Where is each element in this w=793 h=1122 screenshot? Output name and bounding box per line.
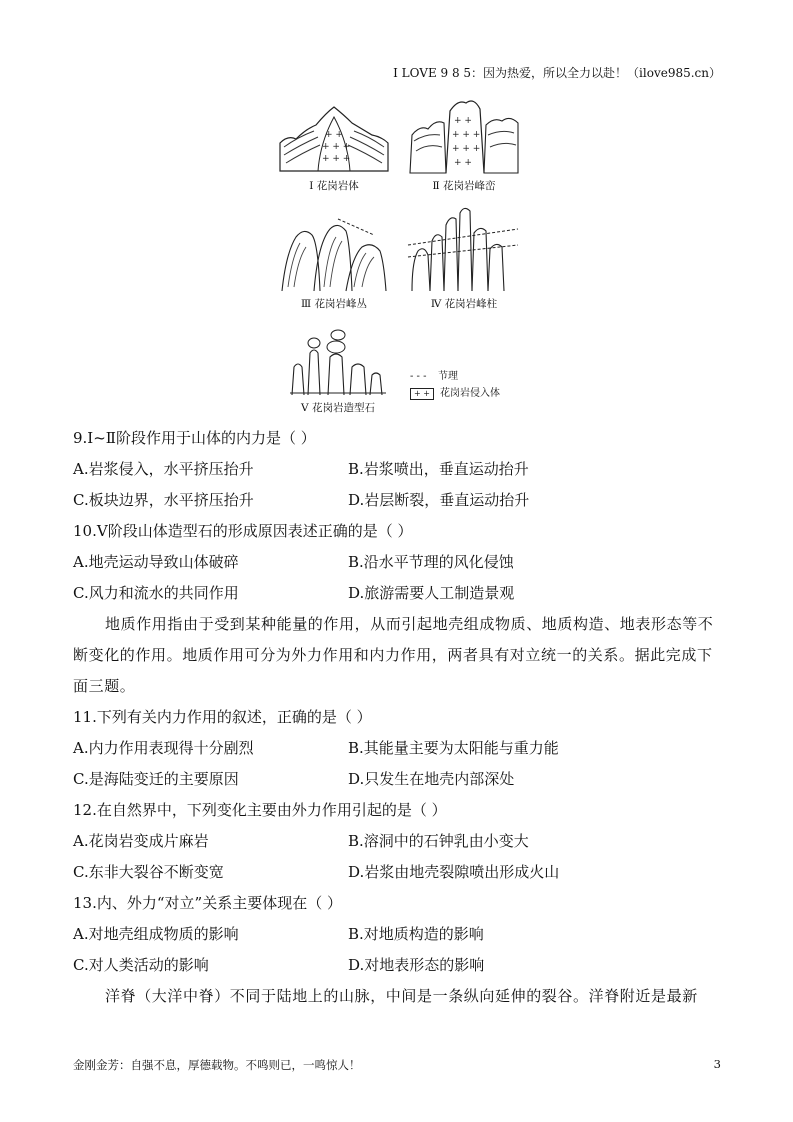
question-11-options-row-2 — [73, 764, 723, 795]
panel-3 — [278, 213, 390, 311]
question-11-stem: 11.下列有关内力作用的叙述，正确的是（ ） — [73, 708, 372, 726]
figure-legend — [410, 368, 500, 402]
option-b: B.沿水平节理的风化侵蚀 — [348, 553, 514, 571]
panel-2-caption: Ⅱ 花岗岩峰峦 — [432, 180, 496, 192]
option-a: A.花岗岩变成片麻岩 — [73, 832, 209, 850]
passage-mid-ocean-ridge: 洋脊（大洋中脊）不同于陆地上的山脉，中间是一条纵向延伸的裂谷。洋脊附近是最新 — [105, 987, 698, 1005]
option-b: B.岩浆喷出，垂直运动抬升 — [348, 460, 529, 478]
page-number: 3 — [713, 1057, 721, 1071]
option-a: A.对地壳组成物质的影响 — [73, 925, 239, 943]
page-header: I LOVE 9 8 5：因为热爱，所以全力以赴！（ilove985.cn） — [393, 66, 721, 80]
svg-text:+ + +: + + + — [452, 144, 481, 154]
question-10-options-row-2 — [73, 578, 723, 609]
panel-5 — [288, 327, 388, 415]
option-c: C.板块边界，水平挤压抬升 — [73, 491, 254, 509]
granite-peaks-illustration — [406, 95, 522, 175]
option-b: B.溶洞中的石钟乳由小变大 — [348, 832, 529, 850]
panel-1-caption: Ⅰ 花岗岩体 — [309, 180, 359, 192]
svg-text:+ + +: + + + — [452, 130, 481, 140]
question-11-options-row-1 — [73, 733, 723, 764]
legend-item-granite-intrusion: + + 花岗岩侵入体 — [410, 385, 500, 402]
option-d: D.只发生在地壳内部深处 — [348, 770, 515, 788]
question-12-options-row-2 — [73, 857, 723, 888]
option-d: D.岩浆由地壳裂隙喷出形成火山 — [348, 863, 560, 881]
question-10-options-row-1 — [73, 547, 723, 578]
granite-pillars-illustration — [406, 205, 522, 293]
svg-text:+ +: + + — [454, 116, 472, 126]
legend-item-joint: - - - 节理 — [410, 368, 500, 385]
question-9-options-row-2 — [73, 485, 723, 516]
option-a: A.内力作用表现得十分剧烈 — [73, 739, 254, 757]
question-content — [73, 423, 723, 1012]
option-d: D.岩层断裂，垂直运动抬升 — [348, 491, 530, 509]
dashed-line-symbol: - - - — [410, 371, 427, 382]
granite-body-illustration — [278, 103, 390, 175]
panel-3-caption: Ⅲ 花岗岩峰丛 — [301, 298, 367, 310]
question-13-options-row-2 — [73, 950, 723, 981]
question-13-options-row-1 — [73, 919, 723, 950]
panel-5-caption: Ⅴ 花岗岩造型石 — [301, 402, 375, 414]
svg-text:+ + +: + + + — [322, 154, 351, 164]
option-c: C.是海陆变迁的主要原因 — [73, 770, 239, 788]
panel-4 — [406, 205, 522, 311]
granite-peak-cluster-illustration — [278, 213, 390, 293]
option-c: C.风力和流水的共同作用 — [73, 584, 239, 602]
question-12-stem: 12.在自然界中，下列变化主要由外力作用引起的是（ ） — [73, 801, 447, 819]
option-b: B.其能量主要为太阳能与重力能 — [348, 739, 559, 757]
option-c: C.对人类活动的影响 — [73, 956, 209, 974]
option-b: B.对地质构造的影响 — [348, 925, 484, 943]
question-12-options-row-1 — [73, 826, 723, 857]
option-c: C.东非大裂谷不断变宽 — [73, 863, 224, 881]
panel-2 — [406, 95, 522, 193]
svg-text:+ +: + + — [325, 130, 343, 140]
question-9-options-row-1 — [73, 454, 723, 485]
panel-4-caption: Ⅳ 花岗岩峰柱 — [430, 298, 498, 310]
option-a: A.岩浆侵入，水平挤压抬升 — [73, 460, 254, 478]
question-13-stem: 13.内、外力“对立”关系主要体现在（ ） — [73, 894, 342, 912]
panel-1 — [278, 103, 390, 193]
option-a: A.地壳运动导致山体破碎 — [73, 553, 239, 571]
page-footer-motto: 金刚金芳：自强不息，厚德载物。不鸣则已，一鸣惊人！ — [73, 1058, 361, 1072]
option-d: D.旅游需要人工制造景观 — [348, 584, 515, 602]
option-d: D.对地表形态的影响 — [348, 956, 485, 974]
passage-geologic-processes: 地质作用指由于受到某种能量的作用，从而引起地壳组成物质、地质构造、地表形态等不断变化的作用。地质作用可分为外力作用和内力作用，两者具有对立统一的关系。据此完成下面三题。 — [73, 615, 714, 695]
question-10-stem: 10.Ⅴ阶段山体造型石的形成原因表述正确的是（ ） — [73, 522, 413, 540]
granite-shaped-rock-illustration — [288, 327, 388, 397]
granite-landform-figure — [270, 95, 530, 415]
svg-text:+ +: + + — [454, 158, 472, 168]
svg-text:+ + +: + + + — [322, 142, 351, 152]
plus-box-symbol: + + — [410, 388, 434, 400]
question-9-stem: 9.Ⅰ~Ⅱ阶段作用于山体的内力是（ ） — [73, 429, 316, 447]
